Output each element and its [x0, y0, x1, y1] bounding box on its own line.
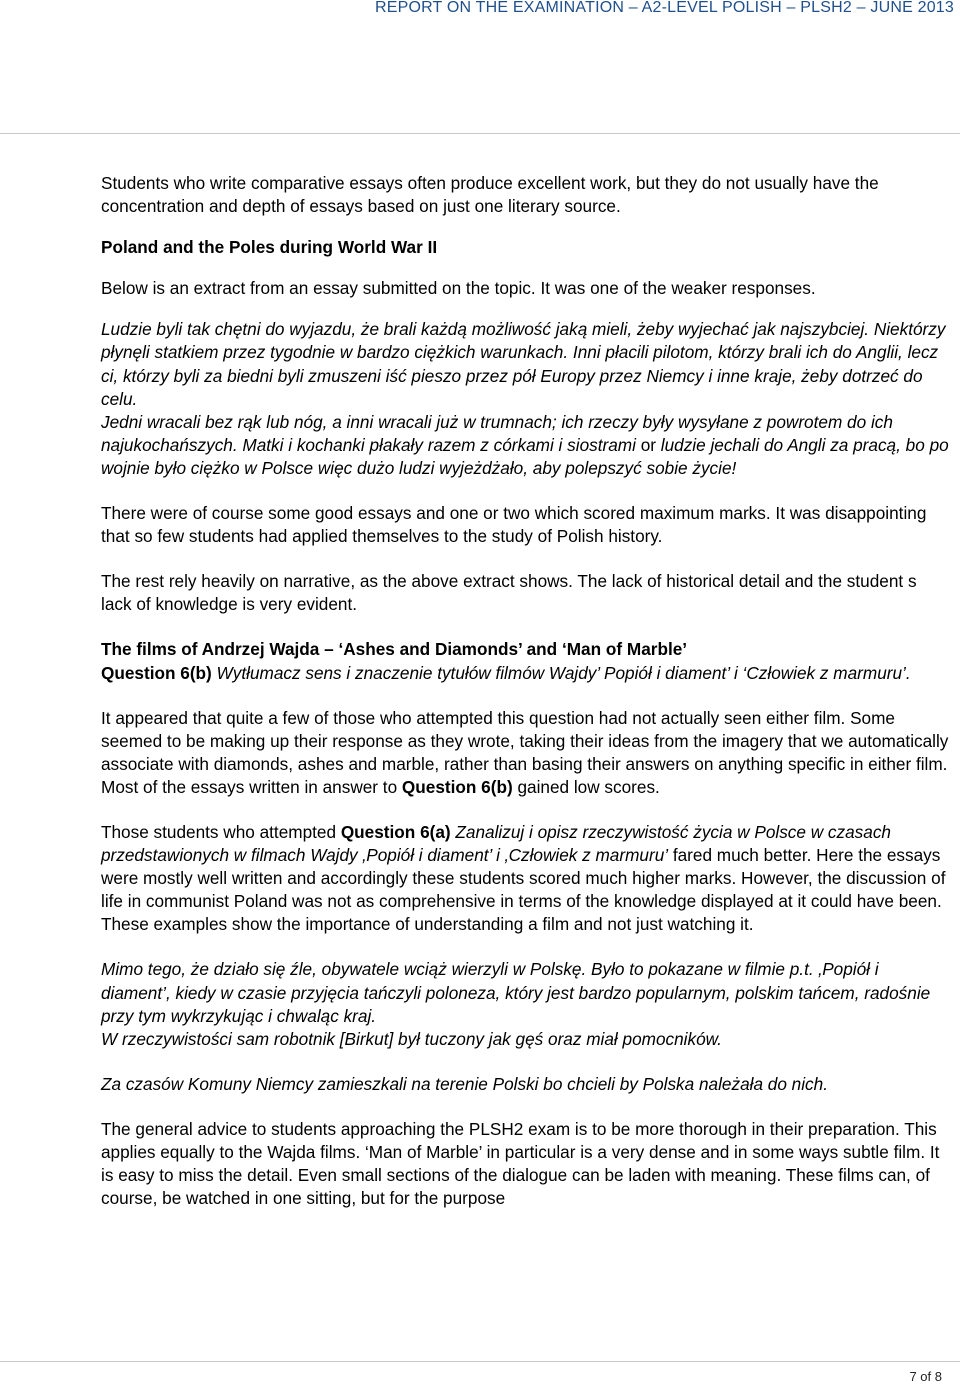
section-heading-wajda: The films of Andrzej Wajda – ‘Ashes and Diamonds’ and ‘Man of Marble’ [101, 639, 688, 660]
paragraph-general-advice: The general advice to students approaching the PLSH2 exam is to be more thorough in their preparation. This applies equally to the Wajda films. ‘Man of Marble’ in particular is a very dense and in some ways subtle film. It is easy to miss the detail. Even small sections of the dialogue can be laden with meaning. These films can, of course, be watched in one sitting, but for the purpose [101, 1118, 940, 1209]
essay-extract-5: Za czasów Komuny Niemcy zamieszkali na terenie Polski bo chcieli by Polska należała do nich. [101, 1073, 828, 1094]
paragraph-6b-response: It appeared that quite a few of those who attempted this question had not actually seen either film. Some seemed to be making up their response as they wrote, taking their ideas from the imagery that we automatically associate with diamonds, ashes and marble, rather than basing their answers on anything specific in either film. Most of the essays written in answer to Question 6(b) gained low scores. [101, 707, 949, 797]
section-heading-wwii: Poland and the Poles during World War II [101, 237, 438, 258]
paragraph-intro: Students who write comparative essays often produce excellent work, but they do not usually have the concentration and depth of essays based on just one literary source. [101, 173, 879, 217]
paragraph-extract-intro: Below is an extract from an essay submitted on the topic. It was one of the weaker responses. [101, 278, 816, 299]
paragraph-good-essays: There were of course some good essays and one or two which scored maximum marks. It was disappointing that so few students had applied themselves to the study of Polish history. [101, 503, 927, 547]
footer-divider [0, 1361, 960, 1362]
paragraph-narrative: The rest rely heavily on narrative, as the above extract shows. The lack of historical detail and the student s lack of knowledge is very evident. [101, 571, 917, 615]
paragraph-6a-response: Those students who attempted Question 6(a) Zanalizuj i opisz rzeczywistość życia w Polsce w czasach przedstawionych w filmach Wajdy ‚Popiół i diament’ i ‚Człowiek z marmuru’ fared much better. Here the essays were mostly well written and accordingly these students scored much higher marks. However, the discussion of life in communist Poland was not as comprehensive in terms of the knowledge displayed at it could have been. These examples show the importance of understanding a film and not just watching it. [101, 821, 946, 935]
page-header [0, 0, 960, 134]
question-6b: Question 6(b) Wytłumacz sens i znaczenie tytułów filmów Wajdy’ Popiół i diament’ i ‘Człowiek z marmuru’. [101, 662, 911, 683]
essay-extract-1: Ludzie byli tak chętni do wyjazdu, że brali każdą możliwość jaką mieli, żeby wyjechać jak najszybciej. Niektórzy płynęli statkiem przez tygodnie w bardzo ciężkich warunkach. Inni płacili pilotom, którzy brali ich do Anglii, lecz ci, którzy byli za biedni byli zmuszeni iść pieszo przez pół Europy przez Niemcy i inne kraje, żeby dotrzeć do celu. [101, 319, 946, 409]
essay-extract-4: W rzeczywistości sam robotnik [Birkut] był tuczony jak gęś oraz miał pomocników. [101, 1028, 722, 1049]
report-body [101, 172, 951, 1210]
essay-extract-2: Jedni wracali bez rąk lub nóg, a inni wracali już w trumnach; ich rzeczy były wysyłane z powrotem do ich najukochańszych. Matki i kochanki płakały razem z córkami i siostrami or ludzie jechali do Angli za pracą, bo po wojnie było ciężko w Polsce więc dużo ludzi wyjeżdżało, aby polepszyć sobie życie! [101, 411, 949, 478]
essay-extract-3: Mimo tego, że działo się źle, obywatele wciąż wierzyli w Polskę. Było to pokazane w filmie p.t. ‚Popiół i diament’, kiedy w czasie przyjęcia tańczyli poloneza, który jest bardzo popularnym, polskim tańcem, radośnie przy tym wykrzykując i chwaląc kraj. [101, 959, 931, 1026]
page-number: 7 of 8 [909, 1369, 942, 1384]
report-title: REPORT ON THE EXAMINATION – A2-LEVEL POLISH – PLSH2 – JUNE 2013 [374, 0, 954, 16]
